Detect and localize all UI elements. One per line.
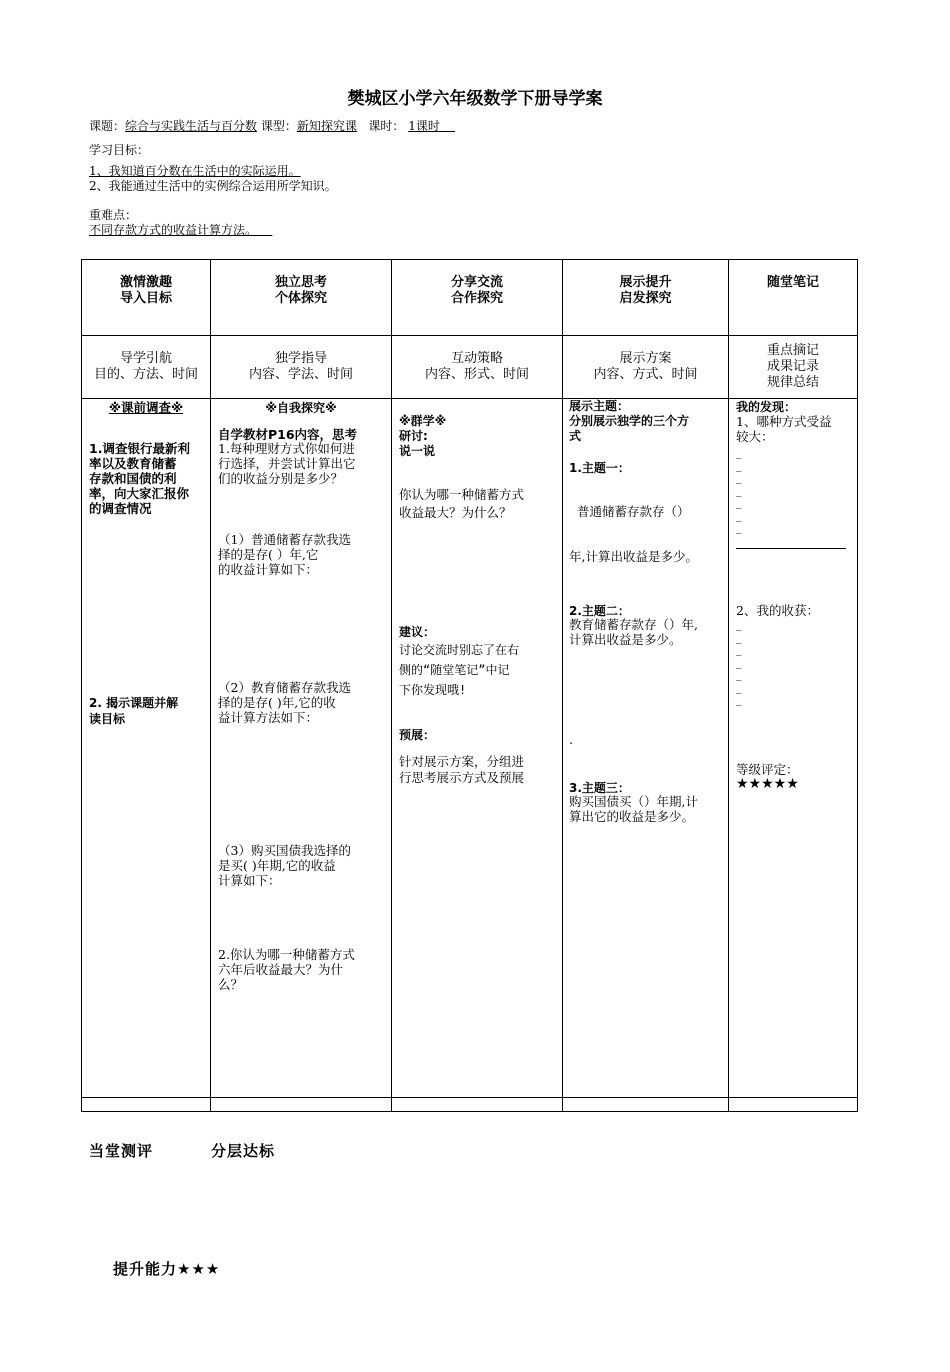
preview-text: 针对展示方案，分组进 行思考展示方式及预展 (399, 754, 525, 785)
topic-value: 综合与实践生活与百分数 (125, 119, 258, 133)
hours-label: 课时： (368, 119, 405, 133)
goal-item-1: 1、我知道百分数在生活中的实际运用。 (89, 164, 301, 178)
topic-label: 课题： (89, 119, 126, 133)
lesson-meta (89, 117, 455, 134)
theme-3-label: 3.主题三： (569, 781, 630, 795)
self-explore-title: ※自我探究※ (265, 401, 337, 415)
header-col-1: 激情激趣 导入目标 (119, 275, 172, 306)
subheader-col-3: 互动策略 内容、形式、时间 (424, 351, 529, 382)
header-col-3: 分享交流 合作探究 (450, 275, 503, 306)
header-col-2: 独立思考 个体探究 (274, 275, 327, 306)
keypoints-text: 不同存款方式的收益计算方法。 (89, 223, 258, 237)
part-2-education-savings: （2）教育储蓄存款我选 择的是存( )年,它的收 益计算方法如下： (218, 680, 351, 725)
goal-item-2: 2、我能通过生活中的实例综合运用所学知识。 (89, 179, 337, 193)
theme-2-text: 教育储蓄存款存（）年, 计算出收益是多少。 (569, 617, 698, 647)
subheader-col-1: 导学引航 目的、方法、时间 (93, 351, 198, 382)
type-label: 课型： (260, 119, 297, 133)
header-col-4: 展示提升 启发探究 (619, 275, 672, 306)
gain-blanks: _ _ _ _ _ _ _ (736, 618, 742, 706)
improve-ability-label: 提升能力★★★ (113, 1260, 221, 1278)
gain-label: 2、我的收获： (736, 603, 819, 618)
type-value: 新知探究课 (296, 119, 357, 133)
suggestion-label: 建议： (399, 625, 436, 639)
reveal-goals: 2. 揭示课题并解 读目标 (89, 696, 179, 726)
rating-label: 等级评定： (736, 762, 799, 777)
goals-label: 学习目标： (89, 143, 150, 157)
header-col-5: 随堂笔记 (766, 275, 819, 290)
hours-value: 1课时 (408, 119, 440, 133)
discovery-blanks: _ _ _ _ _ _ _ (736, 446, 742, 534)
group-study-title: ※群学※ 研讨: 说一说 (399, 414, 447, 458)
preview-label: 预展： (399, 728, 436, 742)
part-1-savings: （1）普通储蓄存款我选 择的是存( ）年,它 的收益计算如下： (218, 532, 351, 577)
subheader-col-5: 重点摘记 成果记录 规律总结 (766, 343, 819, 390)
theme-1-label: 1.主题一： (569, 461, 630, 475)
question-2: 2.你认为哪一种储蓄方式 六年后收益最大？为什 么？ (218, 947, 355, 992)
survey-task: 1.调查银行最新利 率以及教育储蓄 存款和国债的利 率，向大家汇报你 的调查情况 (89, 441, 190, 516)
theme-2-label: 2.主题二： (569, 604, 630, 618)
self-study-instruction: 自学教材P16内容，思考 (218, 427, 358, 442)
rating-stars: ★★★★★ (736, 776, 799, 792)
discovery-question: 1、哪种方式受益 较大： (736, 414, 832, 444)
page-title: 樊城区小学六年级数学下册导学案 (347, 89, 603, 109)
theme-1-text: 普通储蓄存款存（） 年,计算出收益是多少。 (569, 504, 698, 564)
group-question: 你认为哪一种储蓄方式 收益最大？为什么？ (399, 487, 525, 520)
keypoints-label: 重难点： (89, 208, 138, 222)
discovery-underline (736, 548, 846, 549)
survey-title: ※课前调查※ (108, 400, 184, 415)
suggestion-text: 讨论交流时别忘了在右 侧的“随堂笔记”中记 下你发现哦! (399, 643, 520, 697)
question-1: 1.每种理财方式你如何进 行选择，并尝试计算出它 们的收益分别是多少？ (218, 441, 356, 486)
part-3-bonds: （3）购买国债我选择的 是买( )年期,它的收益 计算如下： (218, 843, 351, 888)
subheader-col-2: 独学指导 内容、学法、时间 (248, 351, 353, 382)
discovery-label: 我的发现： (736, 400, 797, 414)
stray-dot: . (569, 732, 573, 747)
class-test-label: 当堂测评 (89, 1142, 154, 1160)
tiered-level-label: 分层达标 (211, 1142, 276, 1160)
display-theme: 展示主题： 分别展示独学的三个方 式 (569, 399, 690, 443)
subheader-col-4: 展示方案 内容、方式、时间 (593, 351, 698, 382)
theme-3-text: 购买国债买（）年期,计 算出它的收益是多少。 (569, 794, 698, 824)
